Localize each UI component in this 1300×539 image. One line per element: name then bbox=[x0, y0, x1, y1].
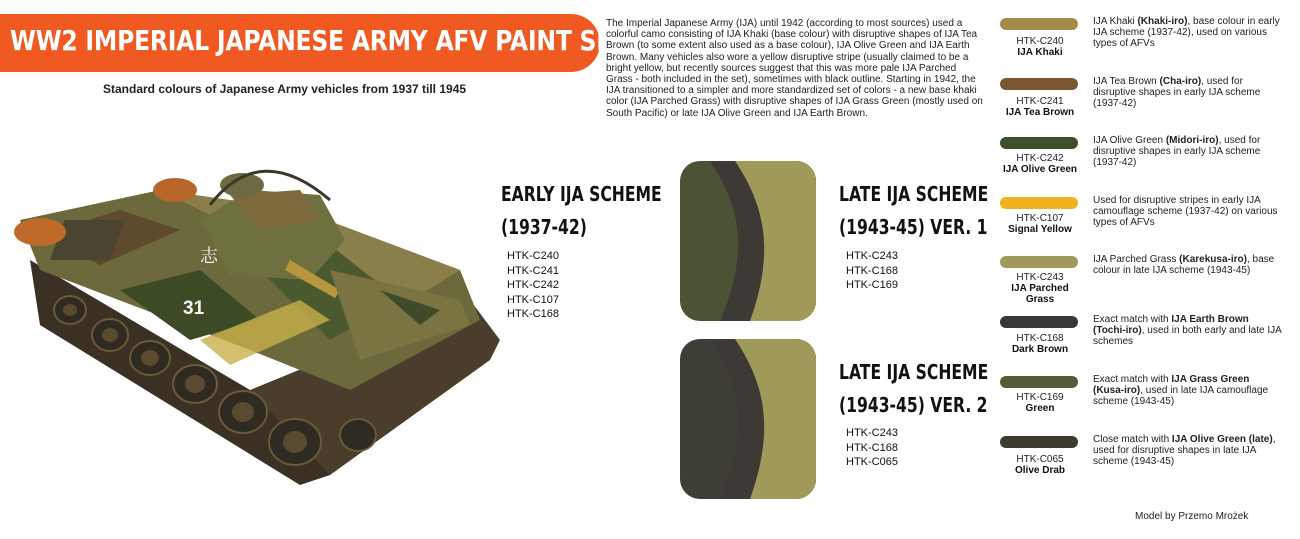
desc-text: , base colour in early IJA scheme (1937-42), used on various types of AFVs bbox=[1093, 16, 1280, 49]
intro-paragraph: The Imperial Japanese Army (IJA) until 1942 (according to most sources) used a colorful camo consisting of IJA Khaki (base colour) with disruptive shapes of IJA Tea Brown (to some extent also used as a base colour), IJA Olive Green and IJA Earth Brown. Many vehicles also wore a yellow disruptive stripe (usually claimed to be a bright yellow, but recently sources suggest that this was more pale IJA Parched Grass - both included in the set), sometimes with black outline. Starting in 1942, the IJA transitioned to a simpler and more standardized set of colors - a new base khaki color (IJA Parched Grass) with disruptive shapes of IJA Grass Green (mostly used on South Pacific) or late IJA Olive Green and IJA Earth Brown. bbox=[606, 18, 983, 119]
scheme-title-line1: LATE IJA SCHEME bbox=[839, 360, 989, 384]
color-chip bbox=[1000, 137, 1078, 149]
page-subtitle: Standard colours of Japanese Army vehicles from 1937 till 1945 bbox=[103, 82, 467, 96]
code-item: HTK-C241 bbox=[507, 264, 559, 277]
late-scheme-v1-swatch bbox=[680, 161, 816, 321]
desc-emphasis: (Midori-iro) bbox=[1165, 135, 1219, 146]
paint-code: HTK-C241 bbox=[1016, 96, 1064, 107]
paint-label bbox=[998, 96, 1082, 118]
scheme-title-line2: (1943-45) VER. 2 bbox=[839, 393, 988, 417]
color-chip bbox=[1000, 256, 1078, 268]
code-item: HTK-C168 bbox=[846, 264, 898, 277]
code-item: HTK-C240 bbox=[507, 250, 559, 262]
code-item: HTK-C107 bbox=[507, 293, 559, 306]
color-chip bbox=[1000, 436, 1078, 448]
late-scheme-v1-codes bbox=[846, 249, 898, 293]
code-item: HTK-C065 bbox=[846, 456, 898, 468]
desc-text: Used for disruptive stripes in early IJA camouflage scheme (1937-42) on various types of AFVs bbox=[1093, 195, 1278, 228]
code-item: HTK-C168 bbox=[507, 308, 559, 320]
tank-model-photo bbox=[0, 150, 505, 500]
paint-label bbox=[998, 454, 1082, 476]
paint-code: HTK-C107 bbox=[1016, 213, 1064, 224]
late-scheme-v1-title bbox=[839, 178, 988, 244]
paint-label bbox=[998, 272, 1082, 305]
desc-text: , used for disruptive shapes in early IJA scheme (1937-42) bbox=[1093, 135, 1261, 168]
paint-code: HTK-C169 bbox=[1016, 392, 1064, 403]
desc-emphasis: (Cha-iro) bbox=[1159, 76, 1202, 87]
desc-emphasis: (Karekusa-iro) bbox=[1179, 254, 1247, 265]
desc-text: IJA Olive Green bbox=[1093, 135, 1166, 146]
hull-number: 31 bbox=[183, 298, 205, 319]
late-scheme-v2-title bbox=[839, 356, 988, 422]
code-item: HTK-C242 bbox=[507, 279, 559, 291]
color-chip bbox=[1000, 197, 1078, 209]
paint-description bbox=[1093, 195, 1283, 228]
desc-text: Close match with bbox=[1093, 434, 1172, 445]
desc-text: Exact match with bbox=[1093, 374, 1172, 385]
desc-emphasis: (Khaki-iro) bbox=[1137, 16, 1188, 27]
scheme-title-line2: (1937-42) bbox=[501, 215, 587, 239]
model-credit: Model by Przemo Mrożek bbox=[1135, 511, 1249, 522]
paint-name: IJA Olive Green bbox=[1002, 164, 1078, 175]
desc-text: , used for disruptive shapes in early IJA scheme (1937-42) bbox=[1093, 76, 1261, 109]
paint-code: HTK-C243 bbox=[1016, 272, 1064, 283]
paint-description bbox=[1093, 16, 1283, 49]
desc-text: , base colour in late IJA scheme (1943-45) bbox=[1093, 254, 1275, 276]
paint-description bbox=[1093, 434, 1283, 467]
color-chip bbox=[1000, 78, 1078, 90]
color-chip bbox=[1000, 376, 1078, 388]
page-title: WW2 IMPERIAL JAPANESE ARMY AFV PAINT SET bbox=[10, 24, 628, 57]
paint-name: Green bbox=[1025, 403, 1055, 414]
desc-text: IJA Tea Brown bbox=[1093, 76, 1160, 87]
early-scheme-codes bbox=[507, 249, 559, 322]
paint-description bbox=[1093, 76, 1283, 109]
desc-text: IJA Parched Grass bbox=[1093, 254, 1180, 265]
code-item: HTK-C168 bbox=[846, 441, 898, 454]
paint-name: Dark Brown bbox=[1011, 344, 1069, 355]
late-scheme-v2-swatch bbox=[680, 339, 816, 499]
desc-text: Exact match with bbox=[1093, 314, 1172, 325]
paint-label bbox=[998, 36, 1082, 58]
desc-emphasis: IJA Earth Brown (Tochi-iro) bbox=[1093, 314, 1249, 336]
scheme-title-line2: (1943-45) VER. 1 bbox=[839, 215, 988, 239]
color-chip bbox=[1000, 18, 1078, 30]
desc-text: IJA Khaki bbox=[1093, 16, 1138, 27]
paint-name: Signal Yellow bbox=[1008, 224, 1072, 235]
paint-name: IJA Khaki bbox=[1017, 47, 1063, 58]
scheme-title-line1: LATE IJA SCHEME bbox=[839, 182, 989, 206]
scheme-title-line1: EARLY IJA SCHEME bbox=[501, 182, 662, 206]
paint-name: IJA Parched Grass bbox=[1011, 283, 1069, 305]
paint-label bbox=[998, 392, 1082, 414]
color-chip bbox=[1000, 316, 1078, 328]
paint-code: HTK-C240 bbox=[1016, 36, 1064, 47]
desc-text: , used in both early and late IJA schemes bbox=[1093, 325, 1282, 347]
desc-emphasis: IJA Grass Green (Kusa-iro) bbox=[1093, 374, 1250, 396]
paint-name: IJA Tea Brown bbox=[1005, 107, 1075, 118]
desc-text: , used in late IJA camouflage scheme (1943-45) bbox=[1093, 385, 1269, 407]
paint-description bbox=[1093, 135, 1283, 168]
paint-description bbox=[1093, 374, 1283, 407]
code-item: HTK-C243 bbox=[846, 427, 898, 439]
early-scheme-title bbox=[501, 178, 662, 244]
paint-label bbox=[998, 153, 1082, 175]
desc-text: , used for disruptive shapes in late IJA scheme (1943-45) bbox=[1093, 434, 1276, 467]
late-scheme-v2-codes bbox=[846, 426, 898, 470]
paint-name: Olive Drab bbox=[1014, 465, 1066, 476]
paint-description bbox=[1093, 314, 1283, 347]
code-item: HTK-C169 bbox=[846, 279, 898, 291]
desc-emphasis: IJA Olive Green (late) bbox=[1171, 434, 1273, 445]
code-item: HTK-C243 bbox=[846, 250, 898, 262]
paint-label bbox=[998, 213, 1082, 235]
paint-code: HTK-C065 bbox=[1016, 454, 1064, 465]
turret-marking: 志 bbox=[200, 246, 218, 267]
paint-description bbox=[1093, 254, 1283, 276]
paint-label bbox=[998, 333, 1082, 355]
paint-code: HTK-C168 bbox=[1016, 333, 1064, 344]
paint-code: HTK-C242 bbox=[1016, 153, 1064, 164]
